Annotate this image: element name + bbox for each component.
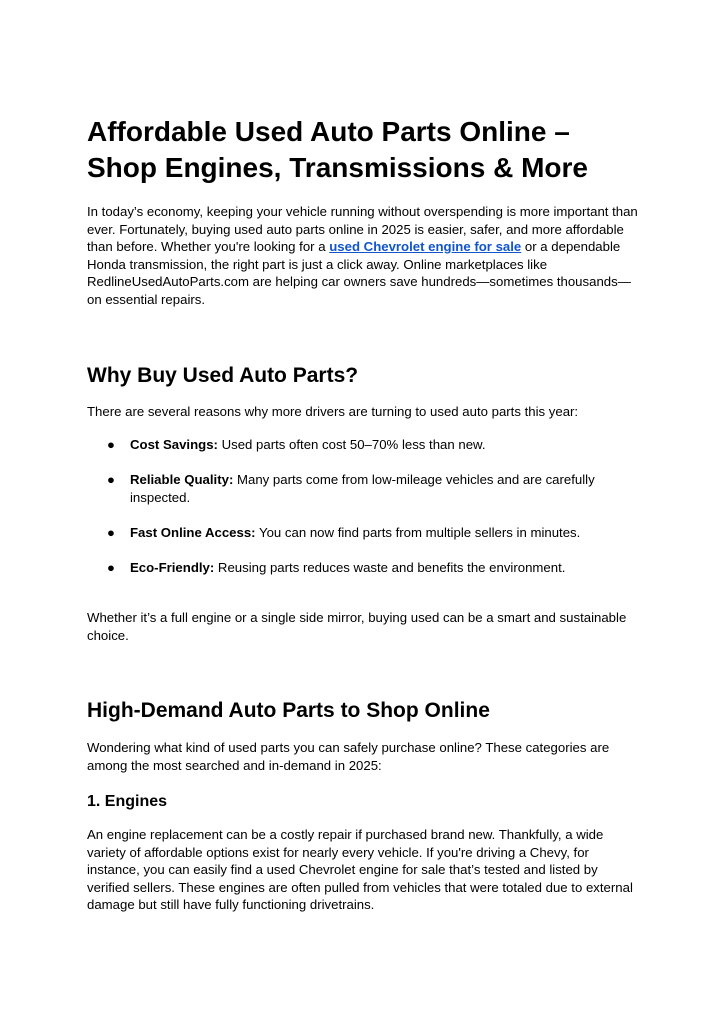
page-title: Affordable Used Auto Parts Online – Shop Engines, Transmissions & More <box>87 116 588 183</box>
reasons-list <box>87 436 647 594</box>
bullet-icon: ● <box>107 472 115 488</box>
bullet-icon: ● <box>107 524 115 540</box>
list-item <box>87 524 647 542</box>
list-item <box>87 436 647 454</box>
why-lead-paragraph: There are several reasons why more drivers are turning to used auto parts this year: <box>87 404 579 419</box>
list-item-label: Reliable Quality: <box>130 472 234 488</box>
engines-heading: 1. Engines <box>87 793 168 810</box>
list-item-text: Used parts often cost 50–70% less than new. <box>217 437 486 452</box>
engines-paragraph: An engine replacement can be a costly repair if purchased brand new. Thankfully, a wide variety of affordable options exist for nearly every vehicle. If you're driving a Chevy, for instance, you can easily find a used Chevrolet engine for sale that’s tested and listed by verified sellers. These engines are often pulled from vehicles that were totaled due to external damage but still have fully functioning drivetrains. <box>87 827 633 913</box>
list-item-label: Cost Savings: <box>130 437 218 452</box>
bullet-icon: ● <box>107 560 115 576</box>
demand-heading: High-Demand Auto Parts to Shop Online <box>87 699 490 722</box>
why-heading: Why Buy Used Auto Parts? <box>87 364 359 387</box>
intro-text-before-link: In today’s economy, keeping your vehicle running without overspending is more important than ever. Fortunately, buying used auto parts online in 2025 is easier, safer, and more affordable than before. Whether you're looking for a <box>87 204 638 255</box>
demand-lead-paragraph: Wondering what kind of used parts you can safely purchase online? These categories are among the most searched and in-demand in 2025: <box>87 740 610 773</box>
list-item <box>87 471 647 506</box>
used-chevrolet-engine-link[interactable]: used Chevrolet engine for sale <box>329 239 522 255</box>
list-item <box>87 559 647 577</box>
list-item-label: Fast Online Access: <box>130 524 256 540</box>
list-item-label: Eco-Friendly: <box>130 560 215 576</box>
bullet-icon: ● <box>107 437 115 452</box>
intro-text-after-link: or a dependable Honda transmission, the right part is just a click away. Online marketplaces like RedlineUsedAutoParts.com are helping car owners save hundreds—sometimes thousands—on essential repairs. <box>87 239 631 307</box>
why-closing-paragraph: Whether it’s a full engine or a single side mirror, buying used can be a smart and sustainable choice. <box>87 610 627 643</box>
list-item-text: Many parts come from low-mileage vehicles and are carefully inspected. <box>130 472 595 505</box>
list-item-text: Reusing parts reduces waste and benefits the environment. <box>214 560 566 576</box>
list-item-text: You can now find parts from multiple sellers in minutes. <box>255 524 581 540</box>
intro-paragraph <box>87 203 643 309</box>
